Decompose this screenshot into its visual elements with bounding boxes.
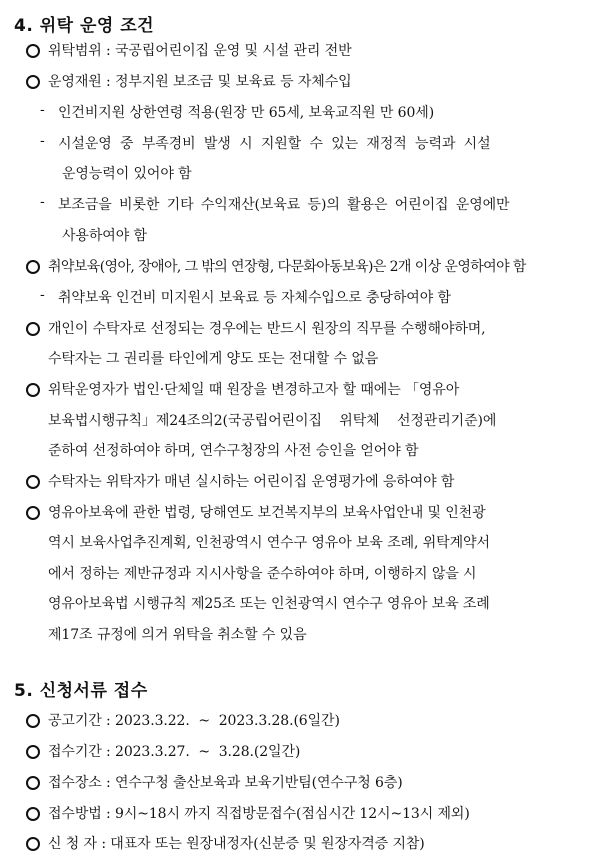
bullet-icon	[26, 745, 40, 759]
subitem-subsidy-line1: 보조금을 비롯한 기타 수익재산(보육료 등)의 활용은 어린이집 운영에만	[58, 197, 510, 213]
subitem-subsidy-line2: 사용하여야 함	[62, 228, 147, 244]
bullet-icon	[26, 837, 40, 851]
subitem-financial-line1: 시설운영 중 부족경비 발생 시 지원할 수 있는 재정적 능력과 시설	[58, 136, 491, 152]
item-regulations-line5: 제17조 규정에 의거 위탁을 취소할 수 있음	[48, 627, 307, 643]
item-receipt-place: 접수장소 : 연수구청 출산보육과 보육기반팀(연수구청 6층)	[48, 775, 403, 791]
item-applicant: 신 청 자 : 대표자 또는 원장내정자(신분증 및 원장자격증 지참)	[48, 836, 425, 852]
subitem-financial-line2: 운영능력이 있어야 함	[62, 166, 192, 182]
item-individual-line2: 수탁자는 그 권리를 타인에게 양도 또는 전대할 수 없음	[48, 351, 379, 367]
bullet-icon	[26, 475, 40, 489]
dash-icon: -	[40, 133, 45, 149]
dash-icon: -	[40, 194, 45, 210]
dash-icon: -	[40, 102, 45, 118]
item-corporate-line3: 준하여 선정하여야 하며, 연수구청장의 사전 승인을 얻어야 함	[48, 443, 419, 459]
item-evaluation: 수탁자는 위탁자가 매년 실시하는 어린이집 운영평가에 응하여야 함	[48, 474, 455, 490]
item-scope: 위탁범위 : 국공립어린이집 운영 및 시설 관리 전반	[48, 43, 352, 59]
dash-icon: -	[40, 287, 45, 303]
item-individual-line1: 개인이 수탁자로 선정되는 경우에는 반드시 원장의 직무를 수행해야하며,	[48, 321, 486, 337]
bullet-icon	[26, 44, 40, 58]
bullet-icon	[26, 807, 40, 821]
item-corporate-line2: 보육법시행규칙」제24조의2(국공립어린이집 위탁체 선정관리기준)에	[48, 413, 497, 429]
section-5-heading: 5. 신청서류 접수	[14, 681, 148, 701]
subitem-vulnerable-cost: 취약보육 인건비 미지원시 보육료 등 자체수입으로 충당하여야 함	[58, 290, 451, 306]
item-receipt-period: 접수기간 : 2023.3.27. ~ 3.28.(2일간)	[48, 744, 301, 760]
item-notice-period: 공고기간 : 2023.3.22. ~ 2023.3.28.(6일간)	[48, 713, 340, 729]
item-regulations-line4: 영유아보육법 시행규칙 제25조 또는 인천광역시 연수구 영유아 보육 조례	[48, 596, 490, 612]
bullet-icon	[26, 322, 40, 336]
bullet-icon	[26, 383, 40, 397]
bullet-icon	[26, 714, 40, 728]
item-vulnerable-care: 취약보육(영아, 장애아, 그 밖의 연장형, 다문화아동보육)은 2개 이상 운영하여야 함	[48, 259, 526, 275]
bullet-icon	[26, 260, 40, 274]
item-regulations-line2: 역시 보육사업추진계획, 인천광역시 연수구 영유아 보육 조례, 위탁계약서	[48, 535, 490, 551]
bullet-icon	[26, 506, 40, 520]
section-4-heading: 4. 위탁 운영 조건	[14, 16, 155, 36]
item-funding: 운영재원 : 정부지원 보조금 및 보육료 등 자체수입	[48, 74, 352, 90]
item-regulations-line1: 영유아보육에 관한 법령, 당해연도 보건복지부의 보육사업안내 및 인천광	[48, 505, 486, 521]
item-receipt-method: 접수방법 : 9시~18시 까지 직접방문접수(점심시간 12시~13시 제외)	[48, 806, 470, 822]
subitem-age-limit: 인건비지원 상한연령 적용(원장 만 65세, 보육교직원 만 60세)	[58, 105, 435, 121]
bullet-icon	[26, 776, 40, 790]
item-corporate-line1: 위탁운영자가 법인·단체일 때 원장을 변경하고자 할 때에는 「영유아	[48, 382, 460, 398]
bullet-icon	[26, 75, 40, 89]
item-regulations-line3: 에서 정하는 제반규정과 지시사항을 준수하여야 하며, 이행하지 않을 시	[48, 566, 477, 582]
